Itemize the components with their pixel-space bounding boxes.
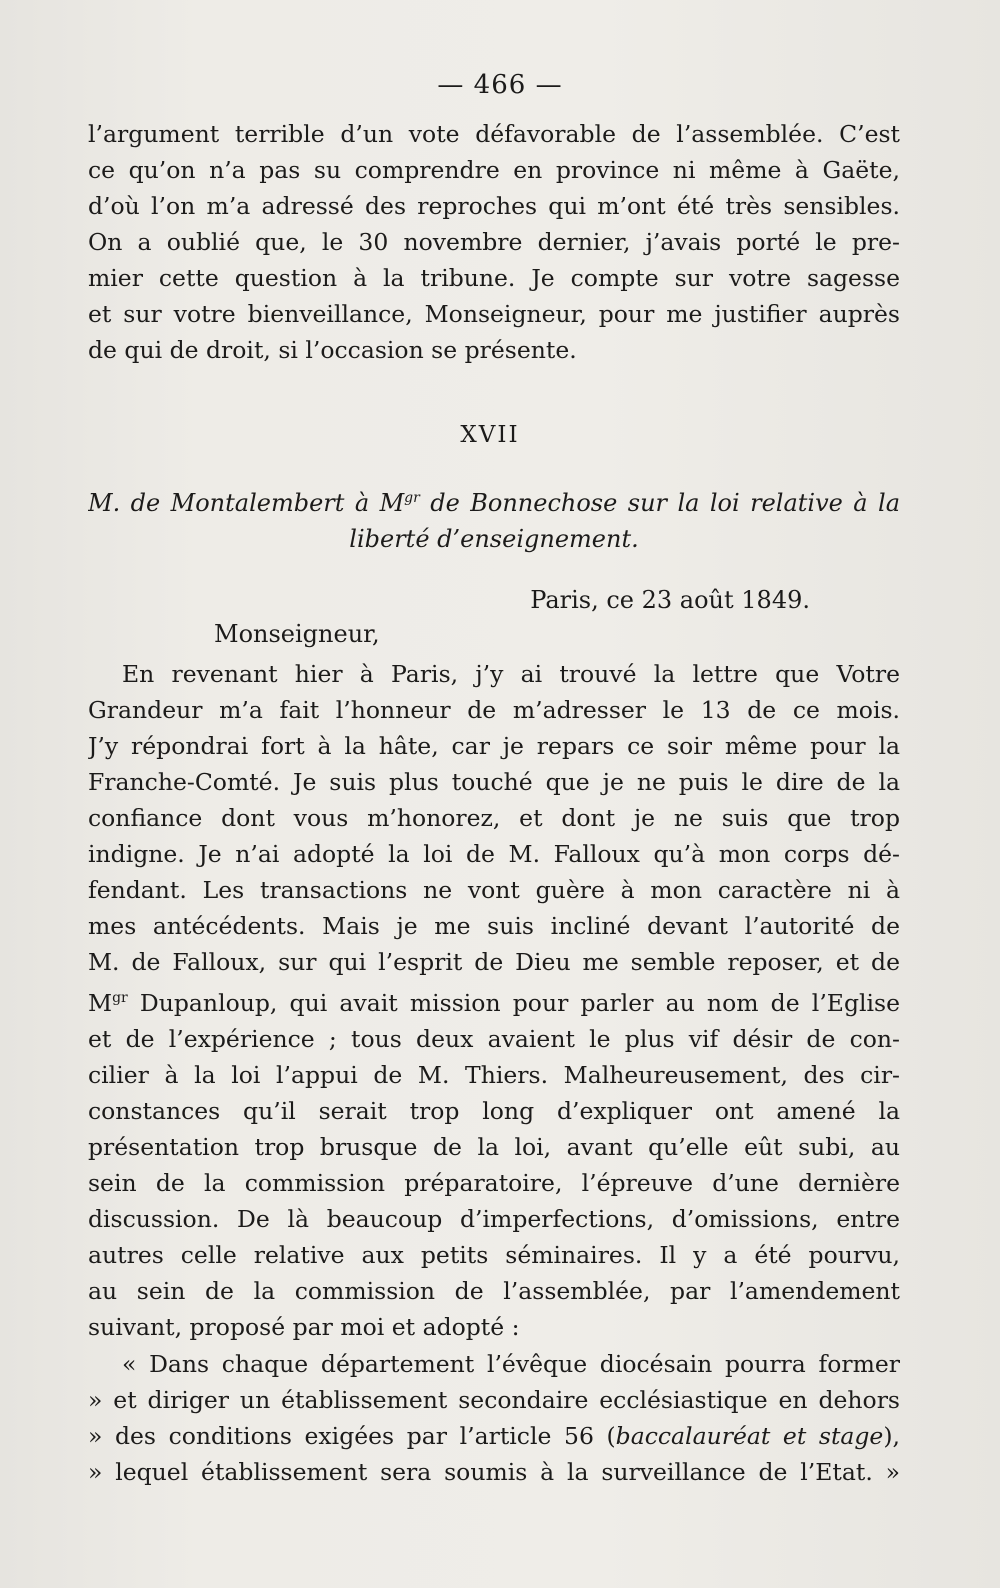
text-line: au sein de la commission de l’assemblée, par l’amendement <box>88 1276 900 1305</box>
text-line: $M^{gr}$ Dupanloup, qui avait mission pour parler au nom de l’Eglise <box>88 988 900 1017</box>
text-line: ce qu’on n’a pas su comprendre en province ni même à Gaëte, <box>88 156 900 184</box>
text-line: suivant, proposé par moi et adopté : <box>88 1312 520 1341</box>
letter-title-line-2: liberté d’enseignement. <box>349 525 639 553</box>
quote-line: » et diriger un établissement secondaire ecclésiastique en dehors <box>88 1386 900 1414</box>
quoted-amendment <box>88 1346 900 1490</box>
text-line: confiance dont vous m’honorez, et dont je ne suis que trop <box>88 804 900 832</box>
text-line: indigne. Je n’ai adopté la loi de M. Falloux qu’à mon corps dé- <box>88 840 900 868</box>
text-line: présentation trop brusque de la loi, avant qu’elle eût subi, au <box>88 1132 900 1161</box>
text-line: fendant. Les transactions ne vont guère à mon caractère ni à <box>88 876 900 904</box>
letter-date: Paris, ce 23 août 1849. <box>530 586 810 614</box>
salutation: Monseigneur, <box>214 620 380 648</box>
text-line: sein de la commission préparatoire, l’épreuve d’une dernière <box>88 1168 900 1197</box>
letter-title <box>88 480 900 557</box>
section-number: XVII <box>460 422 520 448</box>
text-line: l’argument terrible d’un vote défavorable de l’assemblée. C’est <box>88 120 900 148</box>
text-line: d’où l’on m’a adressé des reproches qui m’ont été très sensibles. <box>88 192 900 220</box>
quote-line: « Dans chaque département l’évêque diocésain pourra former <box>122 1350 900 1378</box>
text-line: autres celle relative aux petits séminaires. Il y a été pourvu, <box>88 1240 900 1269</box>
text-line: En revenant hier à Paris, j’y ai trouvé la lettre que Votre <box>122 660 900 688</box>
top-paragraph <box>88 116 900 368</box>
quote-line: » lequel établissement sera soumis à la surveillance de l’Etat. » <box>88 1458 900 1486</box>
text-line: M. de Falloux, sur qui l’esprit de Dieu me semble reposer, et de <box>88 948 900 976</box>
text-line: J’y répondrai fort à la hâte, car je repars ce soir même pour la <box>88 732 900 760</box>
text-line: On a oublié que, le 30 novembre dernier, j’avais porté le pre- <box>88 228 900 256</box>
text-line: discussion. De là beaucoup d’imperfections, d’omissions, entre <box>88 1204 900 1233</box>
letter-body <box>88 656 900 1345</box>
text-line: Grandeur m’a fait l’honneur de m’adresser le 13 de ce mois. <box>88 696 900 724</box>
text-line: mes antécédents. Mais je me suis incliné devant l’autorité de <box>88 912 900 940</box>
text-line: mier cette question à la tribune. Je compte sur votre sagesse <box>88 264 900 292</box>
text-line: et sur votre bienveillance, Monseigneur, pour me justifier auprès <box>88 300 900 328</box>
text-line: de qui de droit, si l’occasion se présente. <box>88 336 577 364</box>
text-line: constances qu’il serait trop long d’expliquer ont amené la <box>88 1096 900 1125</box>
text-line: et de l’expérience ; tous deux avaient le plus vif désir de con- <box>88 1024 900 1053</box>
text-line: Franche-Comté. Je suis plus touché que je ne puis le dire de la <box>88 768 900 796</box>
page-number: — 466 — <box>437 70 563 100</box>
letter-title-line-1: M. de Montalembert à $M^{gr}$ de Bonnechose sur la loi relative à la <box>88 489 900 517</box>
quote-line: » des conditions exigées par l’article 56 (baccalauréat et stage), <box>88 1422 900 1450</box>
text-line: cilier à la loi l’appui de M. Thiers. Malheureusement, des cir- <box>88 1060 900 1089</box>
